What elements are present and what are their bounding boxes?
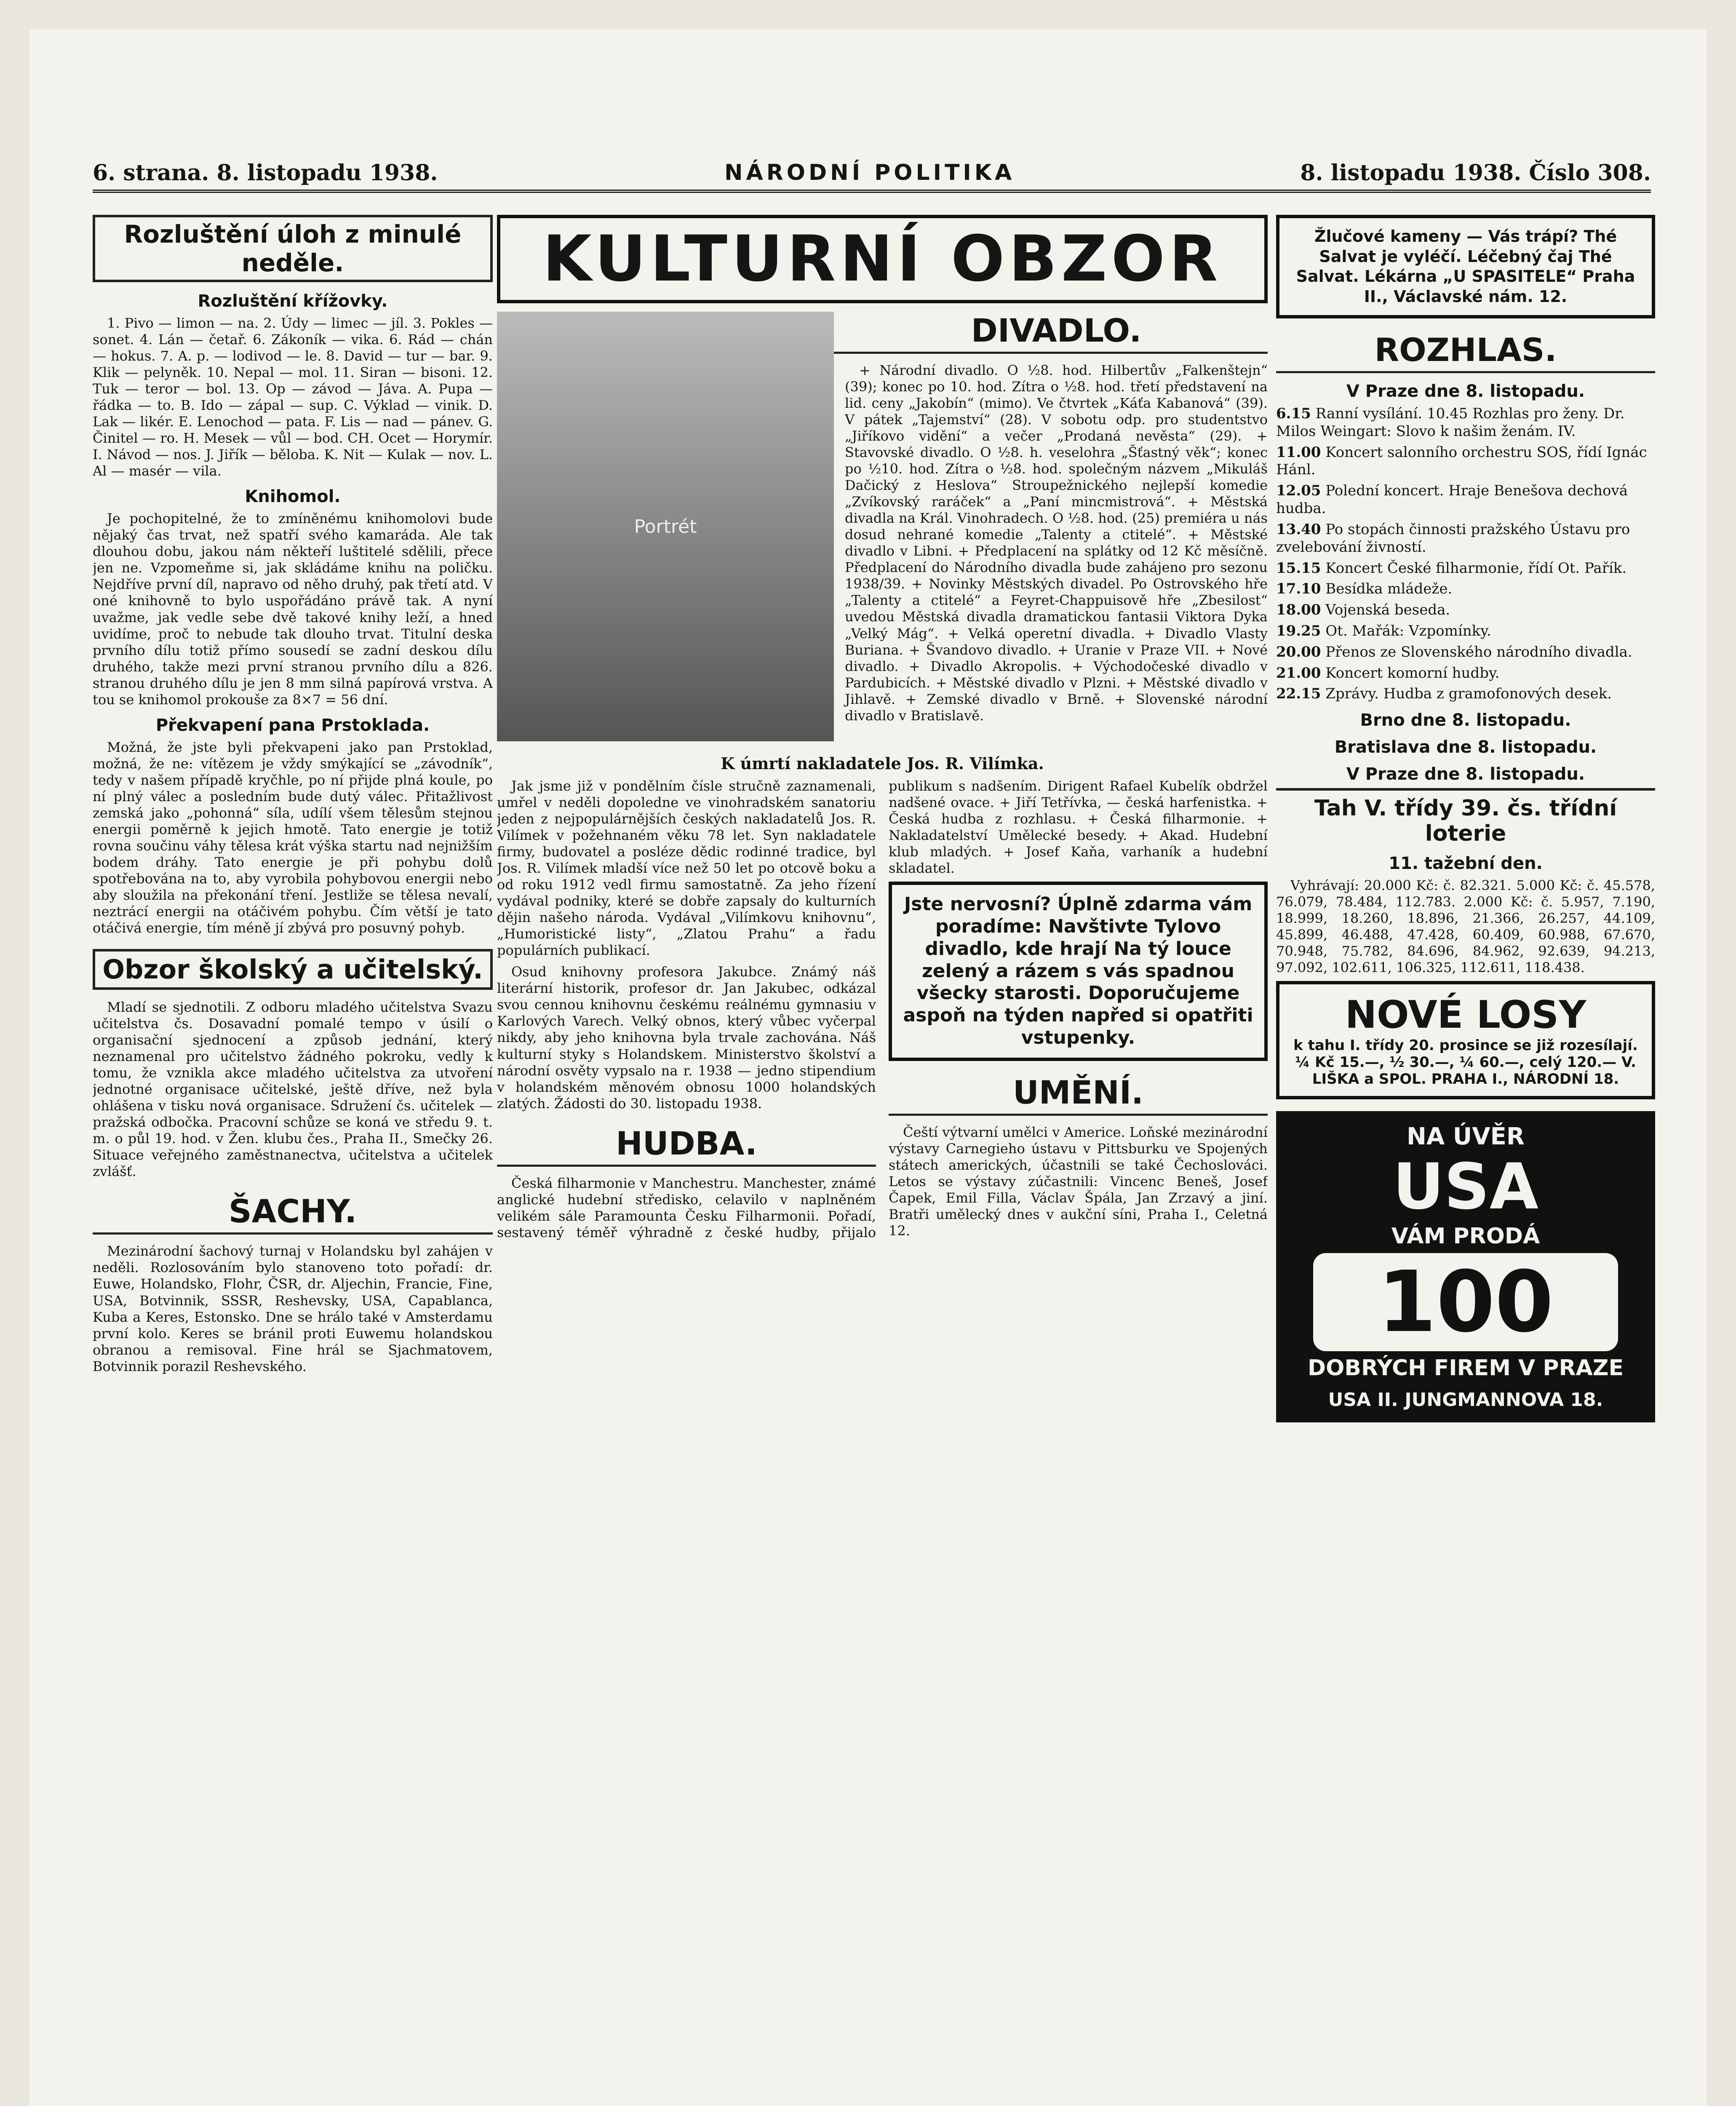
library-text: Osud knihovny profesora Jakubce. Známý náš literární historik, profesor dr. Jan Jakubec, odkázal svou cennou knihovnu českému reálnému gymnasiu v Karlových Varech. Velký obnos, který vůbec vyčerpal nikdy, aby jeho knihovna byla trvale zachována. Náš kulturní styky s Holandskem. Ministerstvo školství a národní osvěty vypsalo na r. 1938 — jedno stipendium v holandském měnovém obnosu 1000 holandských zlatých. Žádosti do 30. listopadu 1938.: [497, 964, 876, 1112]
culture-columns: [497, 778, 1268, 1243]
culture-section-title: KULTURNÍ OBZOR: [497, 215, 1268, 303]
portrait-label: Portrét: [634, 516, 697, 537]
radio-item: 21.00 Koncert komorní hudby.: [1276, 664, 1500, 682]
radio-item: 11.00 Koncert salonního orchestru SOS, řídí Ignác Hánl.: [1276, 444, 1647, 478]
radio-item: 20.00 Přenos ze Slovenského národního divadla.: [1276, 643, 1632, 660]
radio-schedule: [1276, 405, 1655, 703]
salvat-ad: Žlučové kameny — Vás trápí? Thé Salvat je vyléčí. Léčebný čaj Thé Salvat. Lékárna „U SPASITELE“ Praha II., Václavské nám. 12.: [1276, 215, 1655, 318]
obituary-caption: K úmrtí nakladatele Jos. R. Vilímka.: [721, 754, 1044, 773]
school-text: Mladí se sjednotili. Z odboru mladého učitelstva Svazu učitelstva čs. Dosavadní pomalé tempo v úsilí o organisační sjednocení a způsob jednání, který neznamenal pro učitelstvo žádného pokroku, vedly k tomu, že vznikla akce mladého učitelstva za utvoření jednotné organisace učitelské, ještě dříve, než byla ohlášena v tisku nová organisace. Sdružení čs. učitelek — pražská odbočka. Pracovní schůze se koná ve středu 9. t. m. o půl 19. hod. v Žen. klubu čes., Praha II., Smečky 26. Situace veřejného zaměstnanectva, učitelstva a učitelek zvlášť.: [93, 999, 493, 1180]
theatre-title: DIVADLO.: [497, 312, 1268, 354]
radio-item: 13.40 Po stopách činnosti pražského Ústavu pro zvelebování živností.: [1276, 521, 1630, 556]
newspaper-page: [29, 29, 1707, 2106]
crossword-title: Rozluštění křížovky.: [198, 291, 388, 311]
music-title: HUDBA.: [497, 1125, 876, 1167]
theatre-text: + Národní divadlo. O ½8. hod. Hilbertův „Falkenštejn“ (39); konec po 10. hod. Zítra o ½8. hod. třetí představení na lid. ceny „Jakobín“ (mimo). Ve čtvrtek „Káťa Kabanová“ (39). V pátek „Tajemství“ (28). V sobotu odp. pro studentstvo „Jiříkovo vidění“ a večer „Prodaná nevěsta“ (29). + Stavovské divadlo. O ½8. h. veselohra „Šťastný věk“; konec po ½10. hod. Zítra o ½8. hod. společným názvem „Mikuláš Dačický z Heslova“ Stroupežnického nejlepší komedie „Zvíkovský raráček“ a „Paní mincmistrová“. + Městská divadla na Král. Vinohradech. O ½8. hod. (25) premiéra u nás dosud nehrané komedie „Talenty a ctitelé“. + Městské divadlo v Libni. + Předplacení na splátky od 12 Kč měsíčně. Předplacení do Národního divadla bude zahájeno pro sezonu 1938/39. + Novinky Městských divadel. Po Ostrovského hře „Talenty a ctitelé“ a Feyret-Chappuisově hře „Zbesilost“ uvedou Městská divadla dramatickou fantasii Viktora Dyka „Velký Mág“. + Velká operetní divadla. + Divadlo Vlasty Buriana. + Švandovo divadlo. + Uranie v Praze VII. + Nové divadlo. + Divadlo Akropolis. + Východočeské divadlo v Pardubicích. + Městské divadlo v Plzni. + Městské divadlo v Jihlavě. + Zemské divadlo v Brně. + Slovenské národní divadlo v Bratislavě.: [845, 362, 1268, 724]
usa-ad-number: 100: [1313, 1253, 1618, 1351]
lottery-title: Tah V. třídy 39. čs. třídní loterie: [1276, 788, 1655, 846]
radio-item: 22.15 Zprávy. Hudba z gramofonových desek.: [1276, 685, 1612, 703]
usa-ad-bottom: USA II. JUNGMANNOVA 18.: [1328, 1389, 1603, 1411]
pratchet-text: Možná, že jste byli překvapeni jako pan Prstoklad, možná, že ne: vítězem je vždy smýkající se „závodník“, tedy v našem případě kryčhle, po ní přijde plná koule, po ní plný válec a posledním bude dutý válec. Přitažlivost zemská jako „pohonná“ síla, udílí všem tělesům stejnou energii poměrně k jejich hmotě. Tato energie je totiž rovna součinu váhy tělesa krát výška startu nad nejnižším bodem dráhy. Tato energie je při pohybu dolů spotřebována na to, aby vyrobila pohybovou energii nebo aby sloužila na překonání tření. Jestliže se tělesa nevalí, neztrácí energii na otáčivém pohybu. Čím větší je tato otáčivá energie, tím méně jí zbývá pro posuvný pohyb.: [93, 739, 493, 936]
chess-text: Mezinárodní šachový turnaj v Holandsku byl zahájen v neděli. Rozlosováním bylo stanoveno toto pořadí: dr. Euwe, Holandsko, Flohr, ČSR, dr. Aljechin, Francie, Fine, USA, Botvinnik, SSSR, Reshevsky, USA, Capablanca, Kuba a Keres, Estonsko. Dne se hrálo také v Amsterdamu první kolo. Keres se bránil proti Euwemu holandskou obranou a remisoval. Fine hrál se Sjachmatovem, Botvinnik porazil Reshevského.: [93, 1243, 493, 1374]
usa-ad-sub: DOBRÝCH FIREM V PRAZE: [1307, 1355, 1624, 1381]
portrait-photo: [497, 312, 834, 741]
bookworm-title: Knihomol.: [245, 487, 341, 507]
art-text: Čeští výtvarní umělci v Americe. Loňské mezinárodní výstavy Carnegieho ústavu v Pittsburku ve Spojených státech amerických, účastnili se také Čechoslováci. Letos se výstavy zúčastnili: Vincenc Beneš, Josef Čapek, Emil Filla, Václav Špála, Jan Zrzavý a jiní. Bratři umělecký dnes v aukční síni, Praha I., Celetná 12.: [889, 1124, 1268, 1239]
column-right: [1276, 215, 1655, 2106]
lottery-ad: [1276, 981, 1655, 1099]
radio-day-bratislava: Bratislava dne 8. listopadu.: [1334, 738, 1597, 757]
radio-item: 18.00 Vojenská beseda.: [1276, 601, 1450, 619]
lottery-subtitle: 11. tažební den.: [1389, 854, 1543, 874]
vilimek-text: Jak jsme již v pondělním čísle stručně zaznamenali, umřel v neděli dopoledne ve vinohradském sanatoriu jeden z nejpopulárnějších českých nakladatelů Jos. R. Vilímek v požehnaném věku 78 let. Syn nakladatele firmy, budovatel a posléze dědic rodinné tradice, byl Jos. R. Vilímek mladší více než 50 let po otcově boku a od roku 1912 vedl firmu samostatně. Za jeho řízení vydával podniky, které se dobře zapsaly do kulturních dějin našeho národa. Vydával „Vilímkovu knihovnu“, „Humoristické listy“, „Zlatou Prahu“ a řadu populárních publikací.: [497, 778, 876, 959]
header-issue: 8. listopadu 1938. Číslo 308.: [1300, 160, 1651, 186]
art-title: UMĚNÍ.: [889, 1074, 1268, 1116]
bookworm-text: Je pochopitelné, že to zmíněnému knihomolovi bude nějaký čas trvat, než spatří svého kamaráda. Ale tak dlouhou dobu, jakou nám někteří luštitelé sdělili, přece jen ne. Vzpomeňme si, jak skládáme knihu na poličku. Nejdříve první díl, napravo od něho druhý, pak třetí atd. V oné knihovně to bylo uspořádáno právě tak. A nyní uvažme, jak vedle sebe dvě takové knihy leží, a hned uvidíme, proč to nebude tak dlouho trvat. Titulní deska prvního dílu totiž přímo sousedí se zadní deskou dílu druhého, takže mezi první stranou prvního dílu a 826. stranou druhého dílu je jen 8 mm silná papírová vrstva. A tou se knihomol prokouše za 8×7 = 56 dní.: [93, 510, 493, 708]
newspaper-masthead: NÁRODNÍ POLITIKA: [724, 160, 1015, 185]
radio-title: ROZHLAS.: [1276, 331, 1655, 373]
lottery-results: Vyhrávají: 20.000 Kč: č. 82.321. 5.000 Kč: č. 45.578, 76.079, 78.484, 112.783. 2.000 Kč: č. 5.957, 7.190, 18.999, 18.260, 18.896, 21.366, 26.257, 44.109, 45.899, 46.488, 47.428, 60.409, 60.988, 67.670, 70.948, 75.782, 84.696, 84.962, 92.639, 94.213, 97.092, 102.611, 106.325, 112.611, 118.438.: [1276, 877, 1655, 976]
pratchet-title: Překvapení pana Prstoklada.: [155, 715, 430, 735]
lottery-ad-text: k tahu I. třídy 20. prosince se již rozesílají. ¼ Kč 15.—, ½ 30.—, ¼ 60.—, celý 120.— V. LIŠKA a SPOL. PRAHA I., NÁRODNÍ 18.: [1293, 1037, 1638, 1088]
usa-ad: [1276, 1111, 1655, 1422]
music-text: Česká filharmonie v Manchestru. Manchester, známé anglické hudební středisko, celavilo v naplněném velikém sále Paramounta Česku Filharmonii. Pořadí, sestavený téměř výhradně z české hudby, přijalo publikum s nadšením. Dirigent Rafael Kubelík obdržel nadšené ovace. + Jiří Tetřívka, — česká harfenistka. + Česká hudba z rozhlasu. + Česká filharmonie. + Nakladatelství Umělecké besedy. + Akad. Hudební klub mladých. + Josef Kaňa, varhaník a hudební skladatel.: [497, 778, 1268, 1240]
usa-ad-brand: USA: [1393, 1150, 1538, 1224]
radio-day-prague-2: V Praze dne 8. listopadu.: [1346, 764, 1585, 784]
chess-title: ŠACHY.: [93, 1192, 493, 1235]
column-left: [93, 215, 493, 2106]
lottery-ad-title: NOVÉ LOSY: [1345, 993, 1586, 1037]
page-header: [93, 156, 1651, 193]
school-section-title: Obzor školský a učitelský.: [93, 949, 493, 990]
radio-item: 19.25 Ot. Mařák: Vzpomínky.: [1276, 622, 1491, 639]
header-date-left: 6. strana. 8. listopadu 1938.: [93, 160, 438, 186]
radio-item: 12.05 Polední koncert. Hraje Benešova dechová hudba.: [1276, 482, 1628, 517]
radio-day-brno: Brno dne 8. listopadu.: [1360, 711, 1571, 730]
radio-day-prague: V Praze dne 8. listopadu.: [1346, 382, 1585, 401]
tyl-theatre-ad: Jste nervosní? Úplně zdarma vám poradíme: Navštivte Tylovo divadlo, kde hrají Na tý louce zelený a rázem s vás spadnou všecky starosti. Doporučujeme aspoň na týden napřed si opatřiti vstupenky.: [889, 882, 1268, 1061]
column-middle: [497, 215, 1268, 2106]
usa-ad-mid: VÁM PRODÁ: [1391, 1224, 1540, 1249]
puzzle-solutions-title: Rozluštění úloh z minulé neděle.: [93, 215, 493, 282]
radio-item: 15.15 Koncert České filharmonie, řídí Ot. Pařík.: [1276, 559, 1627, 577]
usa-ad-top: NA ÚVĚR: [1407, 1123, 1525, 1151]
radio-item: 6.15 Ranní vysílání. 10.45 Rozhlas pro ženy. Dr. Milos Weingart: Slovo k našim ženám. IV.: [1276, 405, 1625, 440]
radio-item: 17.10 Besídka mládeže.: [1276, 580, 1453, 598]
crossword-solution: 1. Pivo — limon — na. 2. Údy — limec — jíl. 3. Pokles — sonet. 4. Lán — četař. 6. Zákoník — vika. 6. Rád — chán — hokus. 7. A. p. — lodivod — le. 8. David — tur — bar. 9. Klik — pelyněk. 10. Nepal — mol. 11. Siran — bisoni. 12. Tuk — teror — bol. 13. Op — závod — Jáva. A. Pupa — řádka — to. B. Ido — zápal — sup. C. Výklad — vinik. D. Lak — likér. E. Lenochod — pata. F. Lis — nad — pánev. G. Činitel — ro. H. Mesek — vůl — bod. CH. Ocet — Horymír. I. Návod — nos. J. Jiřík — běloba. K. Nit — Kulak — nov. L. Al — masér — vila.: [93, 315, 493, 479]
